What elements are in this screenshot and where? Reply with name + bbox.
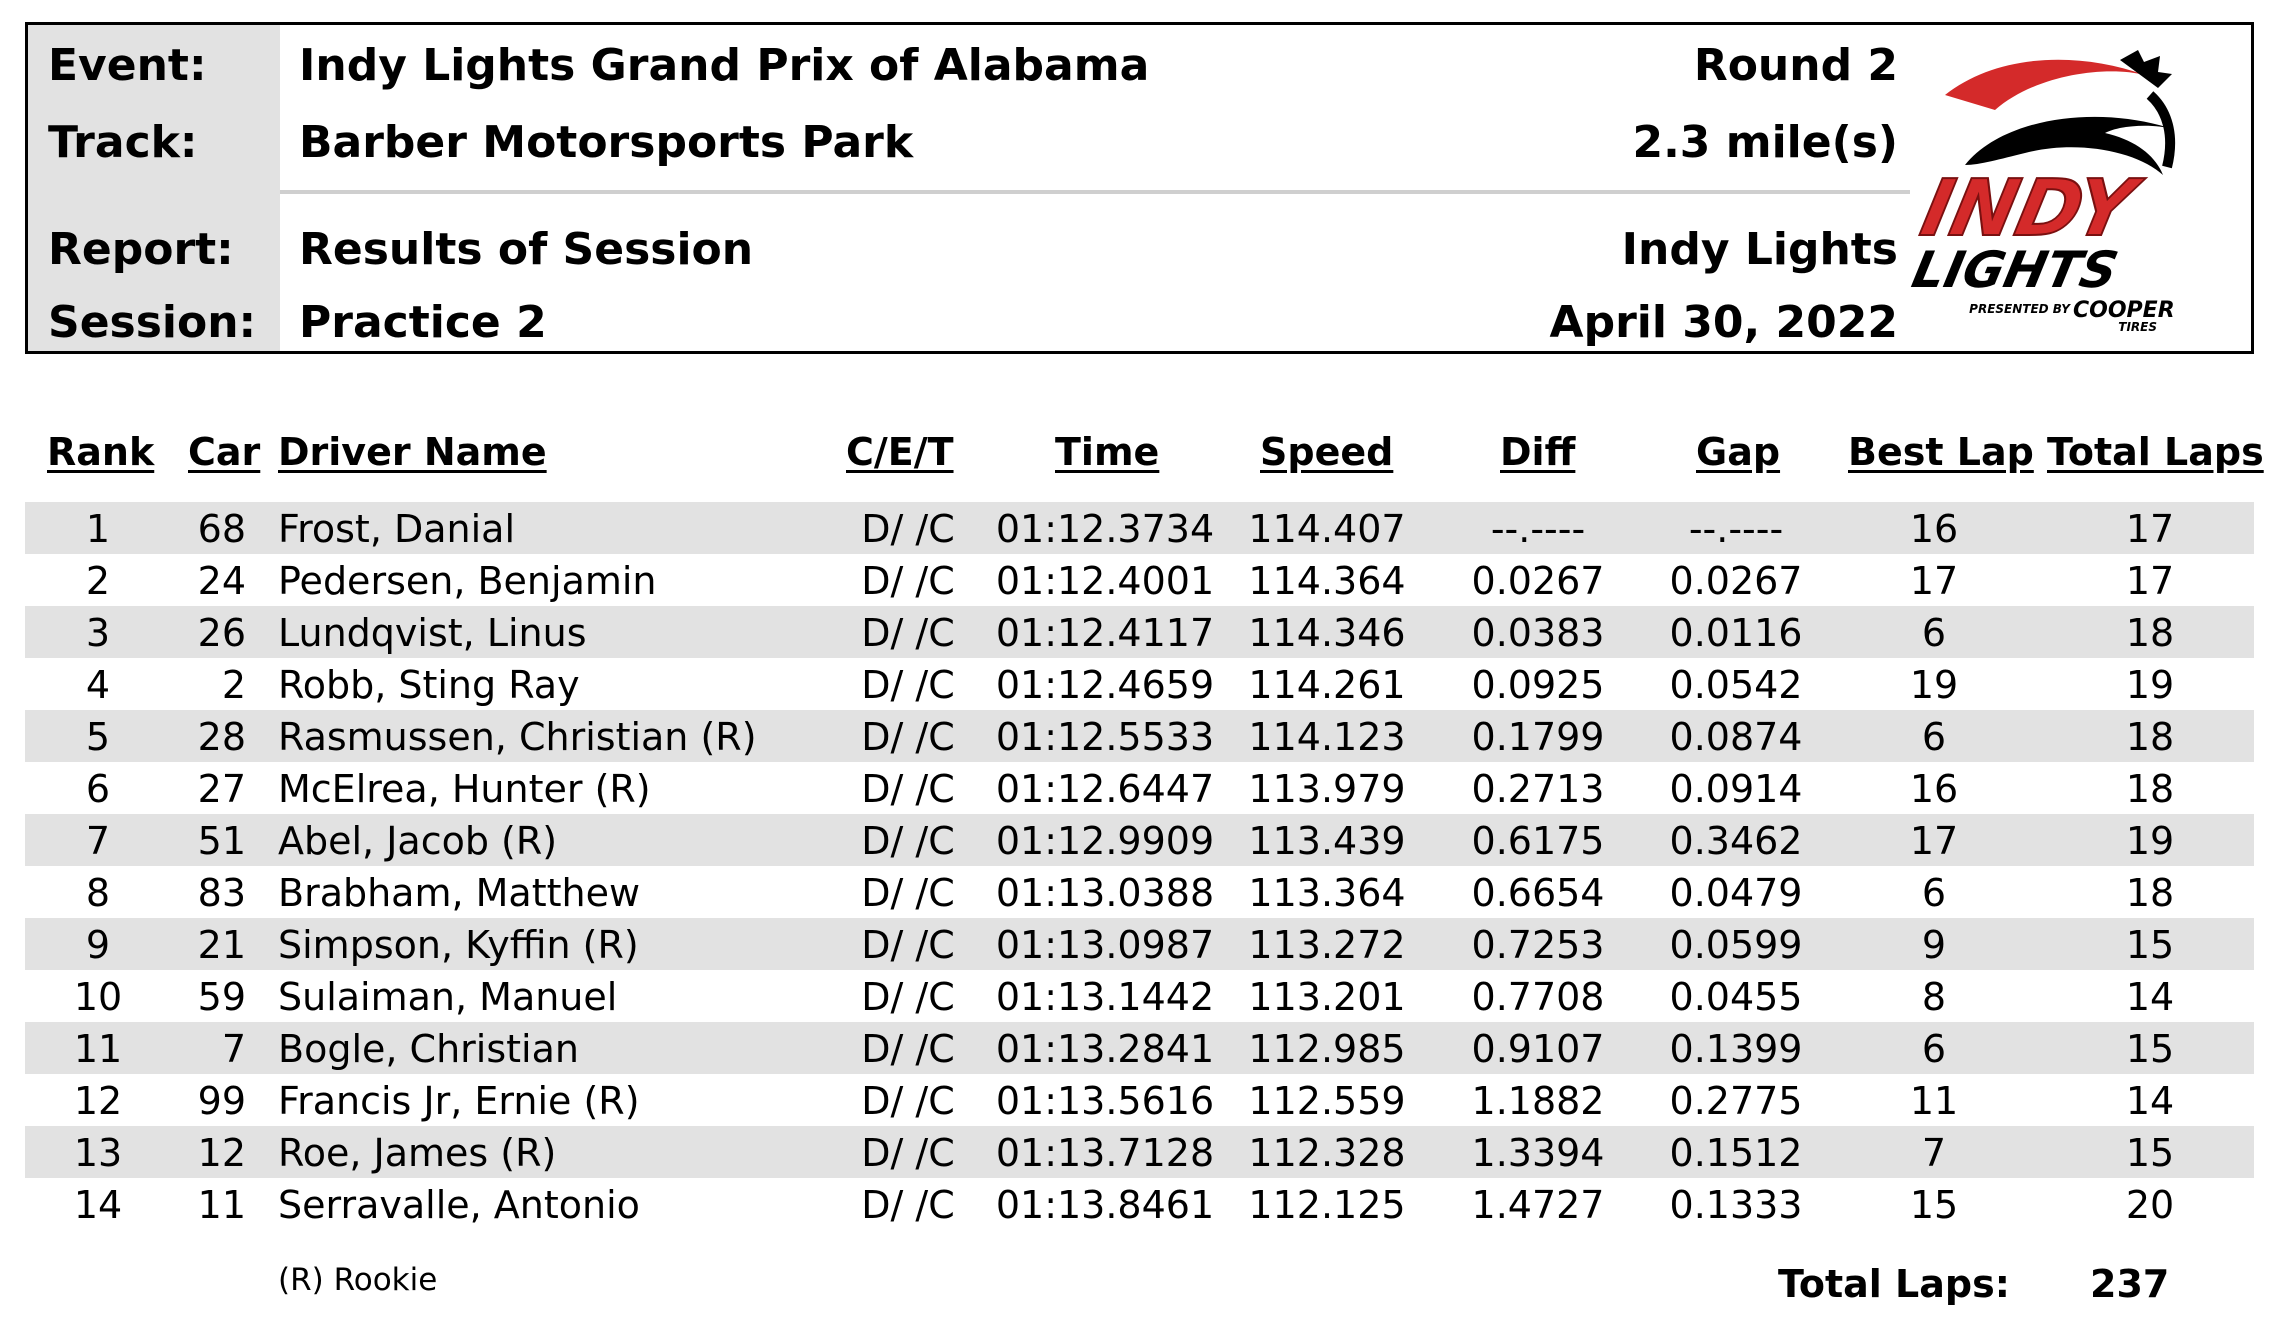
cell-cet: D/ /C — [861, 975, 955, 1019]
event-name: Indy Lights Grand Prix of Alabama — [299, 40, 1150, 91]
col-header-rank: Rank — [47, 430, 155, 474]
cell-driver: Rasmussen, Christian (R) — [278, 715, 757, 759]
cell-car: 51 — [197, 819, 246, 863]
cell-gap: 0.1333 — [1669, 1183, 1803, 1227]
cell-best-lap: 7 — [1921, 1131, 1947, 1175]
cell-driver: Frost, Danial — [278, 507, 516, 551]
col-header-gap: Gap — [1696, 430, 1781, 474]
cell-car: 24 — [197, 559, 246, 603]
cell-cet: D/ /C — [861, 767, 955, 811]
cell-gap: 0.2775 — [1669, 1079, 1803, 1123]
cell-total-laps: 18 — [2125, 767, 2175, 811]
logo-indy-text: INDY — [1913, 162, 2143, 254]
logo-lights-text: LIGHTS — [1907, 240, 2124, 299]
cell-speed: 113.201 — [1248, 975, 1406, 1019]
cell-best-lap: 17 — [1909, 559, 1959, 603]
logo-presented-by: PRESENTED BY — [1969, 302, 2070, 316]
cell-cet: D/ /C — [861, 871, 955, 915]
cell-best-lap: 6 — [1921, 611, 1947, 655]
cell-car: 27 — [197, 767, 246, 811]
cell-car: 7 — [221, 1027, 246, 1071]
report-label: Report: — [48, 224, 234, 275]
cell-speed: 114.123 — [1248, 715, 1406, 759]
cell-best-lap: 9 — [1921, 923, 1947, 967]
event-label: Event: — [48, 40, 207, 91]
col-header-car: Car — [188, 430, 261, 474]
cell-cet: D/ /C — [861, 1131, 955, 1175]
cell-time: 01:12.4001 — [995, 559, 1215, 603]
cell-diff: 0.0383 — [1471, 611, 1605, 655]
cell-driver: Simpson, Kyffin (R) — [278, 923, 639, 967]
cell-diff: 1.3394 — [1471, 1131, 1605, 1175]
cell-time: 01:13.5616 — [995, 1079, 1215, 1123]
cell-rank: 2 — [85, 559, 111, 603]
cell-diff: 0.0267 — [1471, 559, 1605, 603]
cell-total-laps: 17 — [2125, 559, 2175, 603]
cell-total-laps: 15 — [2125, 923, 2175, 967]
cell-driver: Roe, James (R) — [278, 1131, 557, 1175]
cell-gap: 0.0455 — [1669, 975, 1803, 1019]
cell-time: 01:13.0388 — [995, 871, 1215, 915]
cell-driver: Lundqvist, Linus — [278, 611, 587, 655]
cell-speed: 113.364 — [1248, 871, 1406, 915]
cell-speed: 113.439 — [1248, 819, 1406, 863]
cell-driver: Bogle, Christian — [278, 1027, 579, 1071]
cell-time: 01:12.6447 — [995, 767, 1215, 811]
cell-gap: 0.0479 — [1669, 871, 1803, 915]
cell-gap: 0.0267 — [1669, 559, 1803, 603]
rookie-note: (R) Rookie — [278, 1262, 438, 1298]
cell-speed: 112.559 — [1248, 1079, 1406, 1123]
cell-speed: 112.985 — [1248, 1027, 1406, 1071]
cell-cet: D/ /C — [861, 1027, 955, 1071]
cell-total-laps: 14 — [2125, 1079, 2175, 1123]
cell-speed: 112.328 — [1248, 1131, 1406, 1175]
cell-cet: D/ /C — [861, 715, 955, 759]
logo-flag — [2120, 50, 2172, 88]
cell-diff: 0.7708 — [1471, 975, 1605, 1019]
logo-sponsor-sub: TIRES — [2118, 320, 2157, 334]
cell-cet: D/ /C — [861, 923, 955, 967]
series-name: Indy Lights — [1621, 224, 1898, 275]
cell-total-laps: 15 — [2125, 1131, 2175, 1175]
cell-speed: 113.979 — [1248, 767, 1406, 811]
cell-diff: 0.7253 — [1471, 923, 1605, 967]
cell-cet: D/ /C — [861, 1079, 955, 1123]
cell-car: 11 — [197, 1183, 246, 1227]
cell-cet: D/ /C — [861, 611, 955, 655]
cell-best-lap: 19 — [1909, 663, 1959, 707]
logo-sponsor: COOPER — [2073, 298, 2175, 323]
session-name: Practice 2 — [299, 297, 547, 348]
cell-time: 01:12.5533 — [995, 715, 1215, 759]
cell-best-lap: 6 — [1921, 715, 1947, 759]
cell-diff: 1.4727 — [1471, 1183, 1605, 1227]
col-header-total-laps: Total Laps — [2047, 430, 2264, 474]
cell-total-laps: 18 — [2125, 611, 2175, 655]
cell-time: 01:12.3734 — [995, 507, 1215, 551]
cell-gap: 0.0874 — [1669, 715, 1803, 759]
cell-best-lap: 16 — [1909, 767, 1959, 811]
cell-rank: 3 — [85, 611, 111, 655]
cell-rank: 8 — [85, 871, 111, 915]
cell-driver: Abel, Jacob (R) — [278, 819, 558, 863]
cell-rank: 4 — [85, 663, 111, 707]
track-label: Track: — [48, 117, 198, 168]
cell-car: 2 — [221, 663, 246, 707]
cell-rank: 10 — [73, 975, 123, 1019]
cell-rank: 14 — [73, 1183, 123, 1227]
session-date: April 30, 2022 — [1549, 297, 1898, 348]
cell-gap: 0.1399 — [1669, 1027, 1803, 1071]
cell-car: 99 — [197, 1079, 246, 1123]
cell-car: 59 — [197, 975, 246, 1019]
cell-gap: 0.0914 — [1669, 767, 1803, 811]
cell-diff: 0.6654 — [1471, 871, 1605, 915]
cell-speed: 114.407 — [1248, 507, 1406, 551]
cell-speed: 113.272 — [1248, 923, 1406, 967]
cell-gap: 0.0542 — [1669, 663, 1803, 707]
col-header-driver: Driver Name — [278, 430, 547, 474]
cell-time: 01:13.0987 — [995, 923, 1215, 967]
cell-rank: 6 — [85, 767, 111, 811]
cell-driver: Francis Jr, Ernie (R) — [278, 1079, 640, 1123]
cell-rank: 11 — [73, 1027, 123, 1071]
cell-diff: 1.1882 — [1471, 1079, 1605, 1123]
cell-car: 68 — [197, 507, 246, 551]
col-header-speed: Speed — [1260, 430, 1394, 474]
cell-gap: --.---- — [1688, 507, 1784, 551]
cell-speed: 112.125 — [1248, 1183, 1406, 1227]
cell-time: 01:12.4659 — [995, 663, 1215, 707]
cell-driver: Serravalle, Antonio — [278, 1183, 640, 1227]
cell-cet: D/ /C — [861, 1183, 955, 1227]
cell-best-lap: 6 — [1921, 1027, 1947, 1071]
cell-rank: 7 — [85, 819, 111, 863]
logo-red-wing — [1945, 60, 2145, 110]
col-header-best-lap: Best Lap — [1848, 430, 2034, 474]
cell-speed: 114.261 — [1248, 663, 1406, 707]
cell-time: 01:13.1442 — [995, 975, 1215, 1019]
cell-gap: 0.0599 — [1669, 923, 1803, 967]
cell-car: 26 — [197, 611, 246, 655]
cell-diff: --.---- — [1490, 507, 1586, 551]
cell-cet: D/ /C — [861, 819, 955, 863]
header-divider — [280, 190, 1910, 194]
cell-gap: 0.1512 — [1669, 1131, 1803, 1175]
cell-time: 01:12.4117 — [995, 611, 1215, 655]
cell-rank: 1 — [85, 507, 111, 551]
col-header-cet: C/E/T — [846, 430, 954, 474]
col-header-diff: Diff — [1500, 430, 1576, 474]
session-label: Session: — [48, 297, 257, 348]
cell-total-laps: 18 — [2125, 871, 2175, 915]
indy-lights-logo — [1905, 35, 2225, 335]
cell-best-lap: 11 — [1909, 1079, 1959, 1123]
cell-total-laps: 15 — [2125, 1027, 2175, 1071]
track-length: 2.3 mile(s) — [1632, 117, 1898, 168]
cell-total-laps: 20 — [2125, 1183, 2175, 1227]
col-header-time: Time — [1055, 430, 1160, 474]
cell-best-lap: 15 — [1909, 1183, 1959, 1227]
cell-time: 01:13.8461 — [995, 1183, 1215, 1227]
cell-rank: 13 — [73, 1131, 123, 1175]
cell-rank: 5 — [85, 715, 111, 759]
cell-total-laps: 18 — [2125, 715, 2175, 759]
cell-total-laps: 14 — [2125, 975, 2175, 1019]
cell-cet: D/ /C — [861, 559, 955, 603]
cell-best-lap: 6 — [1921, 871, 1947, 915]
cell-car: 12 — [197, 1131, 246, 1175]
cell-time: 01:13.2841 — [995, 1027, 1215, 1071]
cell-speed: 114.346 — [1248, 611, 1406, 655]
cell-total-laps: 19 — [2125, 819, 2175, 863]
cell-diff: 0.9107 — [1471, 1027, 1605, 1071]
track-name: Barber Motorsports Park — [299, 117, 914, 168]
report-name: Results of Session — [299, 224, 754, 275]
cell-diff: 0.2713 — [1471, 767, 1605, 811]
cell-best-lap: 17 — [1909, 819, 1959, 863]
round-number: Round 2 — [1693, 40, 1898, 91]
cell-cet: D/ /C — [861, 663, 955, 707]
cell-total-laps: 17 — [2125, 507, 2175, 551]
cell-speed: 114.364 — [1248, 559, 1406, 603]
total-laps-value: 237 — [2090, 1262, 2170, 1306]
cell-gap: 0.3462 — [1669, 819, 1803, 863]
cell-driver: McElrea, Hunter (R) — [278, 767, 651, 811]
cell-driver: Pedersen, Benjamin — [278, 559, 657, 603]
cell-total-laps: 19 — [2125, 663, 2175, 707]
cell-car: 21 — [197, 923, 246, 967]
total-laps-label: Total Laps: — [1778, 1262, 2010, 1306]
cell-diff: 0.0925 — [1471, 663, 1605, 707]
cell-best-lap: 16 — [1909, 507, 1959, 551]
cell-time: 01:13.7128 — [995, 1131, 1215, 1175]
cell-rank: 12 — [73, 1079, 123, 1123]
cell-car: 83 — [197, 871, 246, 915]
cell-rank: 9 — [85, 923, 111, 967]
cell-car: 28 — [197, 715, 246, 759]
cell-diff: 0.6175 — [1471, 819, 1605, 863]
cell-driver: Sulaiman, Manuel — [278, 975, 618, 1019]
cell-time: 01:12.9909 — [995, 819, 1215, 863]
cell-best-lap: 8 — [1921, 975, 1947, 1019]
cell-cet: D/ /C — [861, 507, 955, 551]
cell-driver: Robb, Sting Ray — [278, 663, 580, 707]
cell-gap: 0.0116 — [1669, 611, 1803, 655]
cell-diff: 0.1799 — [1471, 715, 1605, 759]
cell-driver: Brabham, Matthew — [278, 871, 641, 915]
